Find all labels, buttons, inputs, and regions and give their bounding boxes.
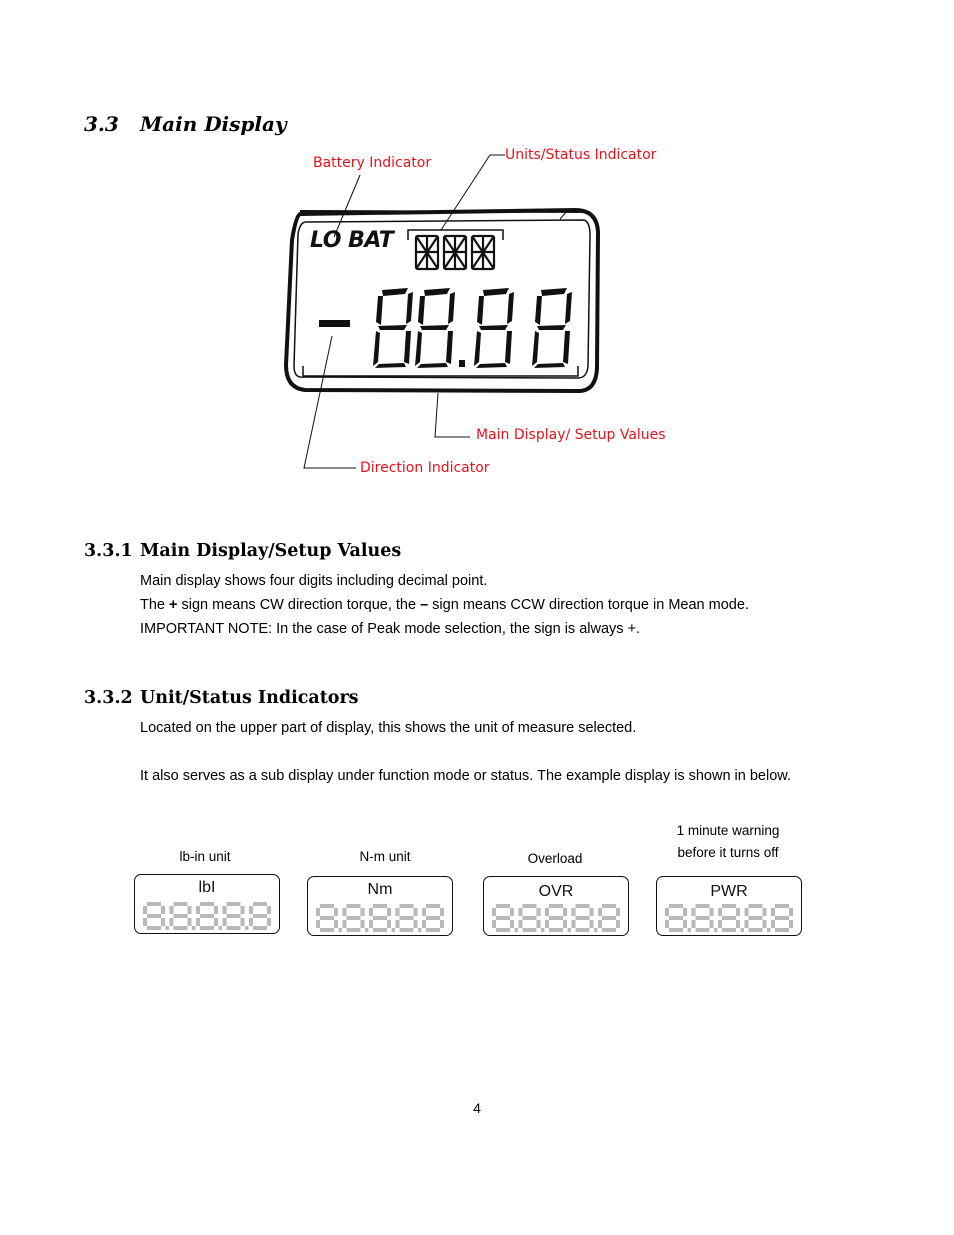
direction-indicator-callout: Direction Indicator [360,460,490,476]
digit-segment [722,916,736,920]
digit-segment [576,928,590,932]
digit-segment [347,928,361,932]
digit-segment [316,920,320,928]
decimal-point [219,926,223,930]
digit-segment [496,928,510,932]
lcd-inner-frame [294,220,590,378]
status-segments [416,236,494,269]
status-glyph [444,236,466,269]
decimal-point [392,928,396,932]
example-display-n-m [307,876,453,936]
digit-segment [523,916,537,920]
digit-3 [474,288,514,368]
example-status-text: PWR [710,883,748,900]
digit-segment [253,914,267,918]
digit-2 [415,288,455,368]
main-leader [435,393,470,437]
digit-segment [523,904,537,908]
digit-segment [710,920,714,928]
example-caption: lb-in unit [179,849,231,864]
digit-segment [320,916,334,920]
example-digits [490,901,624,935]
digit-segment [227,902,241,906]
decimal-point [459,360,465,367]
digit-segment [200,902,214,906]
digit-segment [343,920,347,928]
status-glyph [416,236,438,269]
digit-segment [196,906,200,914]
subsection-title: Unit/Status Indicators [140,688,359,708]
digit-segment [422,920,426,928]
digit-segment [414,920,418,928]
digit-segment [188,906,192,914]
digit-segment [147,902,161,906]
battery-leader [334,175,360,237]
example-caption: 1 minute warning [676,823,780,838]
digit-segment [745,920,749,928]
decimal-point [767,928,771,932]
digit-segment [789,920,793,928]
leader-lines [304,155,568,468]
digit-segment [387,908,391,916]
digit-segment [669,928,683,932]
digit-segment [549,928,563,932]
decimal-point [714,928,718,932]
lcd-outer-frame [286,210,598,391]
text-run: sign means CW direction torque, the [177,597,421,613]
example-caption: before it turns off [677,845,779,860]
digit-segment [519,920,523,928]
digit-segment [572,908,576,916]
digit-segment [696,928,710,932]
digit-segment [736,908,740,916]
digit-segment [745,908,749,916]
digit-segment [602,904,616,908]
decimal-point [245,926,249,930]
digit-segment [440,908,444,916]
decimal-point [688,928,692,932]
subsection-heading-3-3-2 [84,688,359,708]
digit-segment [227,914,241,918]
digit-segment [196,918,200,926]
digit-segment [267,906,271,914]
digit-segment [590,920,594,928]
digit-segment [200,926,214,930]
decimal-point [541,928,545,932]
digit-segment [718,908,722,916]
digit-segment [749,916,763,920]
digit-segment [775,904,789,908]
digit-segment [396,908,400,916]
digit-segment [369,908,373,916]
digit-1 [373,288,413,368]
decimal-point [365,928,369,932]
status-bracket [408,230,503,240]
sign-line [140,593,749,617]
digit-segment [563,920,567,928]
digit-segment [369,920,373,928]
example-caption: N-m unit [359,849,411,864]
digit-segment [316,908,320,916]
digit-segment [361,908,365,916]
lcd-diagram [0,0,954,500]
digit-segment [775,916,789,920]
digit-segment [683,920,687,928]
text-line: IMPORTANT NOTE: In the case of Peak mode selection, the sign is always +. [140,621,641,637]
digit-segment [537,908,541,916]
example-digits [141,899,275,933]
text-line: Main display shows four digits including decimal point. [140,573,488,589]
digit-segment [722,928,736,932]
digit-segment [241,906,245,914]
digit-segment [523,928,537,932]
digit-segment [665,908,669,916]
digit-segment [400,928,414,932]
text-run: sign means CCW direction torque in Mean mode. [428,597,749,613]
digit-segment [616,920,620,928]
digit-segment [361,920,365,928]
subsection-number: 3.3.2 [84,688,133,708]
digit-segment [373,904,387,908]
digit-segment [598,920,602,928]
plus-sign: + [169,597,178,613]
digit-segment [422,908,426,916]
digit-segment [492,920,496,928]
digit-segment [763,908,767,916]
units-leader [441,155,505,230]
digit-segment [188,918,192,926]
text-run: The [140,597,170,613]
digit-segment [214,918,218,926]
section-number: 3.3 [84,112,119,136]
digit-segment [616,908,620,916]
digit-segment [334,908,338,916]
digit-segment [373,916,387,920]
main-display-callout: Main Display/ Setup Values [476,427,666,443]
digit-segment [174,902,188,906]
decimal-point [339,928,343,932]
digit-segment [576,904,590,908]
digit-segment [590,908,594,916]
digit-segment [519,908,523,916]
digit-segment [161,918,165,926]
digit-segment [692,920,696,928]
digit-segment [214,906,218,914]
text-line: Located on the upper part of display, this shows the unit of measure selected. [140,720,637,736]
decimal-point [192,926,196,930]
digit-segment [496,904,510,908]
digit-segment [549,916,563,920]
digit-segment [347,916,361,920]
digit-segment [789,908,793,916]
paragraph-3-3-1 [140,569,749,641]
units-status-callout: Units/Status Indicator [505,147,657,163]
digit-segment [426,904,440,908]
digit-segment [387,920,391,928]
digit-segment [143,918,147,926]
digit-segment [343,908,347,916]
digit-segment [763,920,767,928]
digit-segment [223,906,227,914]
digit-segment [414,908,418,916]
direction-minus-sign [319,320,350,327]
digit-segment [545,920,549,928]
digit-segment [320,928,334,932]
example-display-power-warning [656,876,802,936]
digit-segment [598,908,602,916]
digit-segment [492,908,496,916]
decimal-point [741,928,745,932]
digit-segment [426,928,440,932]
lcd-top-edge [300,211,590,212]
subsection-heading-3-3-1 [84,541,401,561]
digit-segment [692,908,696,916]
digit-segment [576,916,590,920]
digit-segment [253,902,267,906]
digit-segment [572,920,576,928]
digit-segment [170,906,174,914]
page-number: 4 [473,1100,481,1116]
digit-segment [200,914,214,918]
digit-segment [147,926,161,930]
decimal-point [568,928,572,932]
digit-segment [400,916,414,920]
subsection-title: Main Display/Setup Values [140,541,402,561]
main-digits [373,288,572,368]
main-bracket [303,366,578,376]
digit-segment [545,908,549,916]
example-status-text: OVR [538,883,574,900]
digit-segment [227,926,241,930]
digit-segment [396,920,400,928]
digit-segment [771,908,775,916]
decimal-point [418,928,422,932]
digit-segment [510,920,514,928]
digit-segment [223,918,227,926]
digit-segment [249,906,253,914]
subsection-number: 3.3.1 [84,541,133,561]
digit-segment [602,916,616,920]
digit-segment [563,908,567,916]
digit-segment [602,928,616,932]
status-glyph [472,236,494,269]
text-line: It also serves as a sub display under function mode or status. The example display is shown in below. [140,768,791,784]
digit-segment [510,908,514,916]
digit-segment [440,920,444,928]
digit-segment [775,928,789,932]
decimal-point [515,928,519,932]
digit-segment [710,908,714,916]
example-display-overload [483,876,629,936]
battery-indicator-callout: Battery Indicator [313,155,432,171]
example-digits [663,901,797,935]
digit-segment [696,916,710,920]
section-title: Main Display [140,112,287,136]
digit-segment [718,920,722,928]
digit-segment [736,920,740,928]
digit-segment [537,920,541,928]
digit-segment [174,926,188,930]
digit-segment [669,916,683,920]
digit-segment [334,920,338,928]
digit-segment [170,918,174,926]
digit-segment [496,916,510,920]
lo-bat-indicator: LO BAT [310,228,394,253]
digit-segment [174,914,188,918]
digit-segment [161,906,165,914]
digit-segment [426,916,440,920]
digit-segment [373,928,387,932]
digit-segment [722,904,736,908]
digit-segment [771,920,775,928]
digit-segment [320,904,334,908]
digit-segment [749,928,763,932]
digit-segment [669,904,683,908]
lcd-diagram-graphic [0,0,954,500]
digit-segment [249,918,253,926]
digit-segment [749,904,763,908]
corner-tick [560,210,568,219]
digit-segment [683,908,687,916]
decimal-point [594,928,598,932]
digit-segment [147,914,161,918]
minus-sign: – [420,597,429,613]
digit-segment [665,920,669,928]
digit-segment [400,904,414,908]
section-heading [84,112,287,136]
digit-segment [696,904,710,908]
digit-segment [267,918,271,926]
digit-4 [532,288,572,368]
digit-segment [241,918,245,926]
example-status-text: Nm [367,881,393,898]
example-digits [314,901,448,935]
digit-segment [347,904,361,908]
example-display-lb-in [134,874,280,934]
digit-segment [143,906,147,914]
digit-segment [253,926,267,930]
digit-segment [549,904,563,908]
direction-leader [304,336,356,468]
example-caption: Overload [527,851,583,866]
decimal-point [166,926,170,930]
example-status-text: lbI [198,879,216,896]
